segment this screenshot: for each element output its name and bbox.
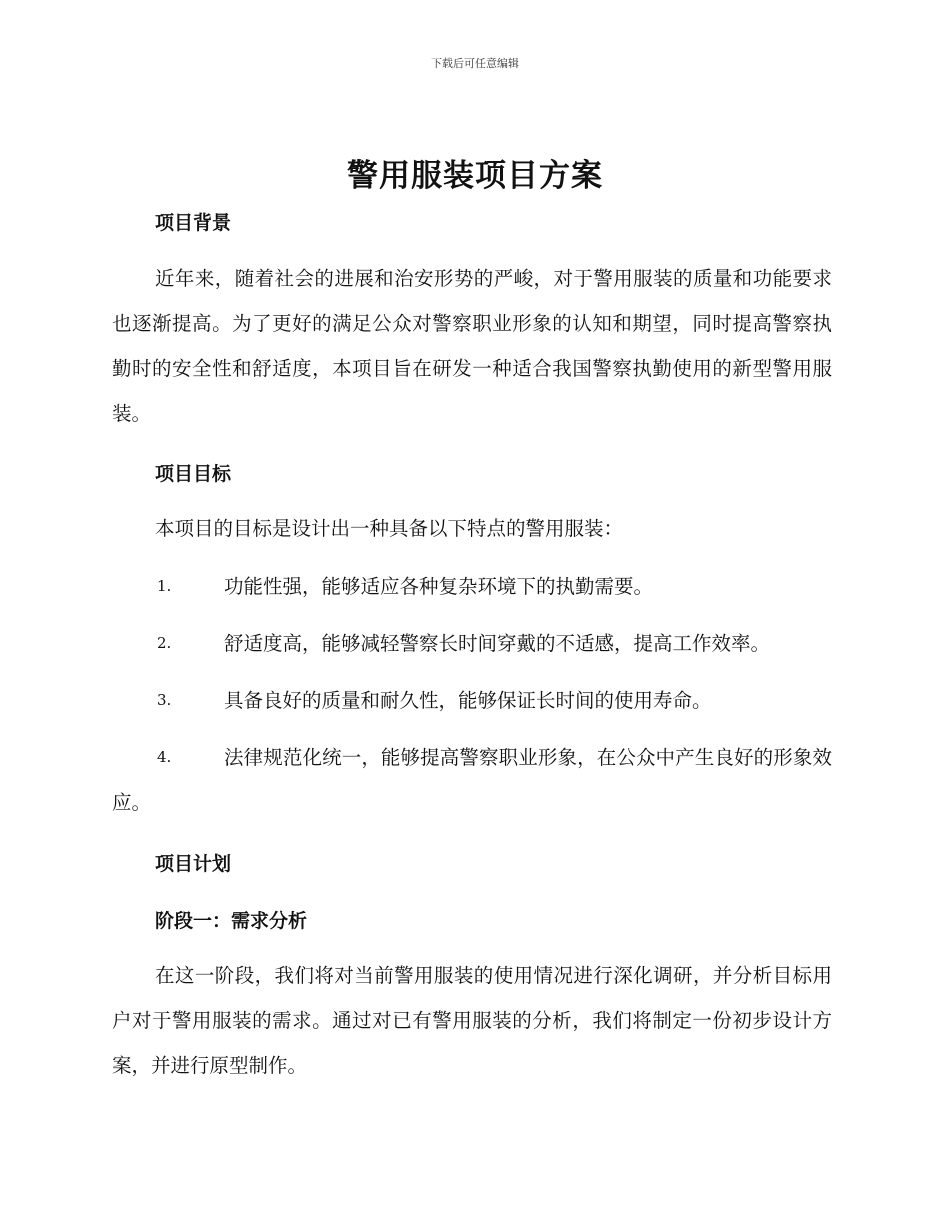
list-item [112,621,832,666]
phase1-paragraph: 在这一阶段，我们将对当前警用服装的使用情况进行深化调研，并分析目标用户对于警用服装的需求。通过对已有警用服装的分析，我们将制定一份初步设计方案，并进行原型制作。 [112,964,832,1077]
list-number: 1. [157,577,172,595]
header-note: 下载后可任意编辑 [431,57,519,70]
section-heading-background: 项目背景 [155,212,232,234]
list-number: 4. [157,748,172,766]
list-item [112,678,832,723]
background-paragraph: 近年来，随着社会的进展和治安形势的严峻，对于警用服装的质量和功能要求也逐渐提高。为了更好的满足公众对警察职业形象的认知和期望，同时提高警察执勤时的安全性和舒适度，本项目旨在研发一种适合我国警察执勤使用的新型警用服装。 [112,267,832,425]
list-number: 3. [157,691,172,709]
list-text: 功能性强，能够适应各种复杂环境下的执勤需要。 [224,575,654,598]
goal-intro-paragraph: 本项目的目标是设计出一种具备以下特点的警用服装： [155,517,624,540]
list-text: 舒适度高，能够减轻警察长时间穿戴的不适感，提高工作效率。 [224,632,771,655]
section-heading-phase1: 阶段一：需求分析 [155,910,308,932]
list-text: 法律规范化统一，能够提高警察职业形象，在公众中产生良好的形象效应。 [112,746,832,814]
list-number: 2. [157,634,172,652]
list-item [112,735,832,825]
list-text: 具备良好的质量和耐久性，能够保证长时间的使用寿命。 [224,689,712,712]
section-heading-goal: 项目目标 [155,463,232,485]
document-title: 警用服装项目方案 [347,158,603,194]
list-item [112,564,832,609]
section-heading-plan: 项目计划 [155,853,232,875]
